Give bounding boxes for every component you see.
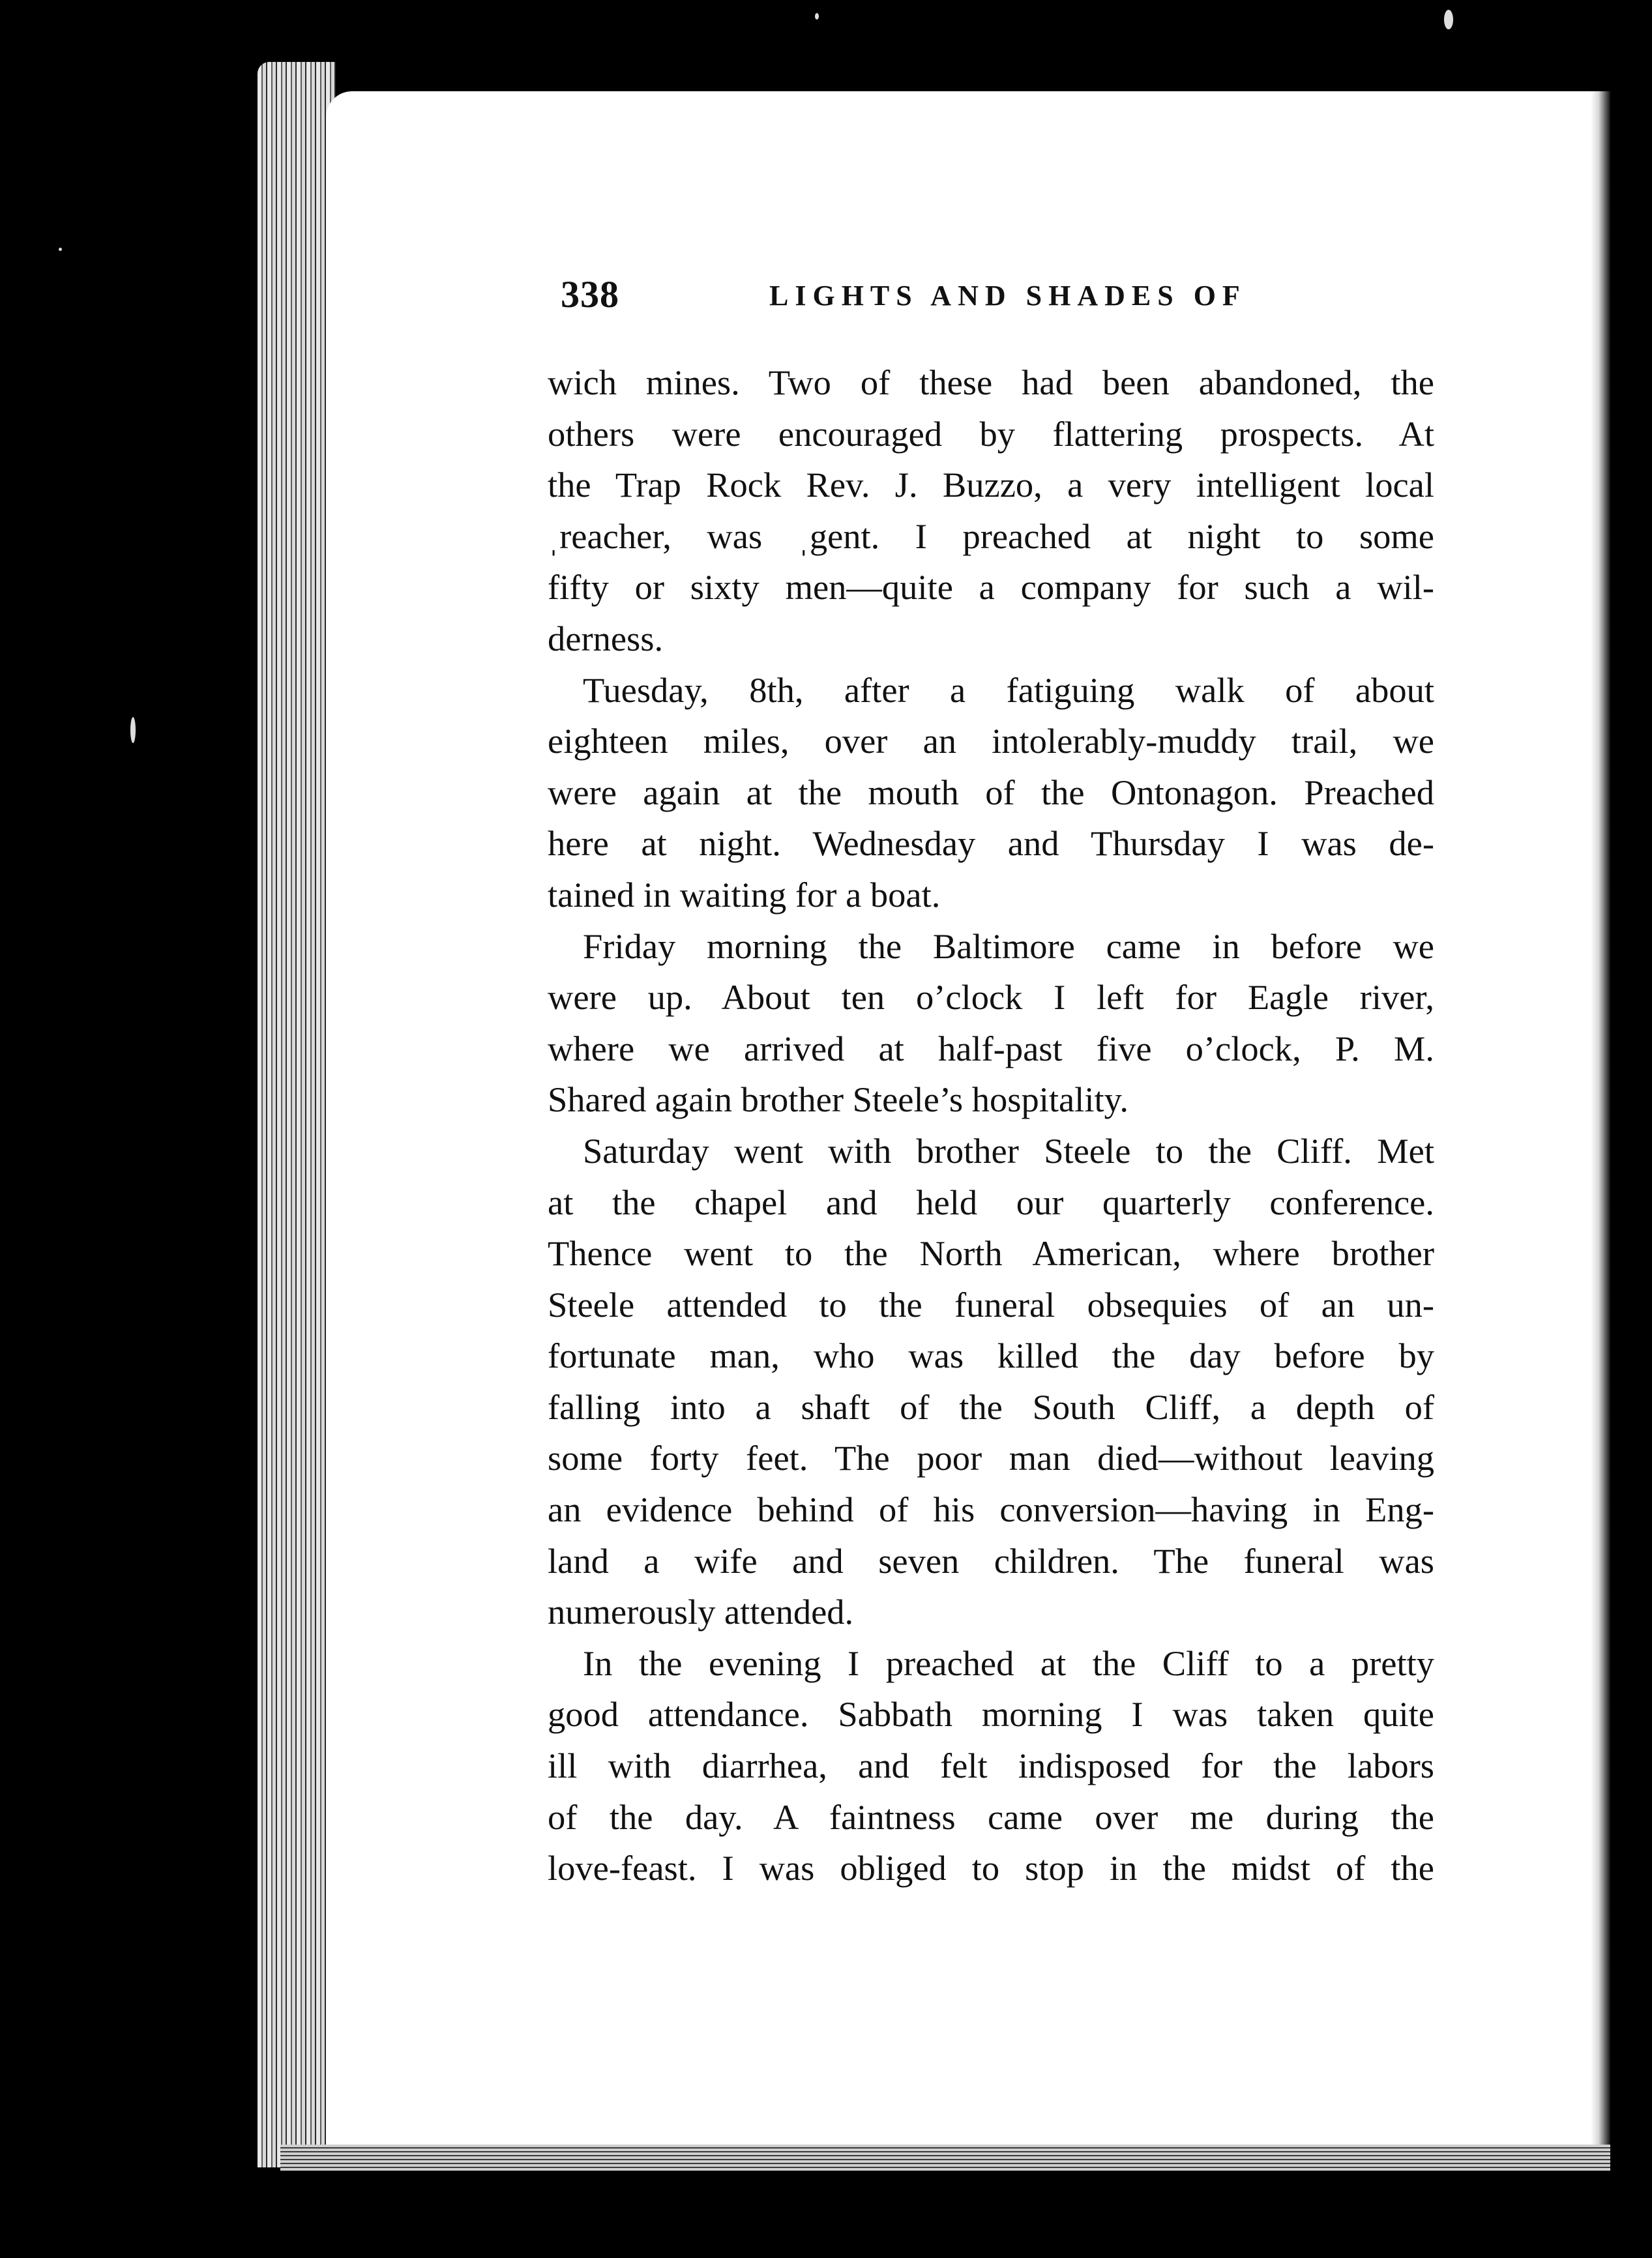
- text-line: the Trap Rock Rev. J. Buzzo, a very intelligent local: [548, 465, 1434, 505]
- text-line: an evidence behind of his conversion—having in Eng-: [548, 1489, 1434, 1530]
- text-line: derness.: [548, 618, 664, 658]
- text-line: falling into a shaft of the South Cliff, a depth of: [548, 1386, 1434, 1427]
- text-line: love-feast. I was obliged to stop in the midst of the: [548, 1848, 1434, 1888]
- text-line: Shared again brother Steele’s hospitality.: [548, 1079, 1128, 1120]
- text-line: Tuesday, 8th, after a fatiguing walk of about: [583, 669, 1434, 710]
- text-line: ill with diarrhea, and felt indisposed for the labors: [548, 1746, 1434, 1786]
- text-line: ˌreacher, was ˌgent. I preached at night to some: [548, 516, 1434, 556]
- text-line: at the chapel and held our quarterly conference.: [548, 1182, 1434, 1222]
- text-line: tained in waiting for a boat.: [548, 874, 941, 915]
- scan-speck: [59, 248, 62, 251]
- text-line: were up. About ten o’clock I left for Eagle river,: [548, 977, 1434, 1018]
- text-line: fortunate man, who was killed the day before by: [548, 1336, 1434, 1376]
- running-head: LIGHTS AND SHADES OF: [769, 280, 1246, 312]
- text-line: Friday morning the Baltimore came in before we: [583, 926, 1434, 966]
- scan-speck: [815, 13, 819, 20]
- body-text: [548, 357, 1434, 1894]
- text-line: good attendance. Sabbath morning I was taken quite: [548, 1694, 1434, 1735]
- text-line: fifty or sixty men—quite a company for such a wil-: [548, 567, 1434, 608]
- text-line: were again at the mouth of the Ontonagon. Preached: [548, 772, 1434, 812]
- text-line: wich mines. Two of these had been abandoned, the: [548, 362, 1434, 402]
- page-edges-bottom: [280, 2145, 1610, 2171]
- scan-speck: [130, 717, 136, 743]
- text-line: Thence went to the North American, where brother: [548, 1233, 1434, 1274]
- text-line: some forty feet. The poor man died—without leaving: [548, 1438, 1434, 1478]
- page-gutter-right: [1591, 91, 1610, 2158]
- page-number: 338: [561, 273, 619, 315]
- text-line: where we arrived at half-past five o’clock, P. M.: [548, 1028, 1434, 1068]
- text-line: In the evening I preached at the Cliff to a pretty: [583, 1643, 1434, 1683]
- text-line: land a wife and seven children. The funeral was: [548, 1540, 1434, 1581]
- text-line: Steele attended to the funeral obsequies of an un-: [548, 1284, 1434, 1325]
- text-line: of the day. A faintness came over me during the: [548, 1796, 1434, 1837]
- scan-speck: [1444, 10, 1453, 29]
- text-line: others were encouraged by flattering prospects. At: [548, 413, 1434, 454]
- text-line: here at night. Wednesday and Thursday I was de-: [548, 823, 1434, 864]
- text-line: eighteen miles, over an intolerably-muddy trail, we: [548, 721, 1434, 761]
- text-line: Saturday went with brother Steele to the Cliff. Met: [583, 1130, 1434, 1171]
- page-header: [561, 272, 1434, 325]
- page-edges-left: [258, 62, 336, 2167]
- text-line: numerously attended.: [548, 1592, 854, 1632]
